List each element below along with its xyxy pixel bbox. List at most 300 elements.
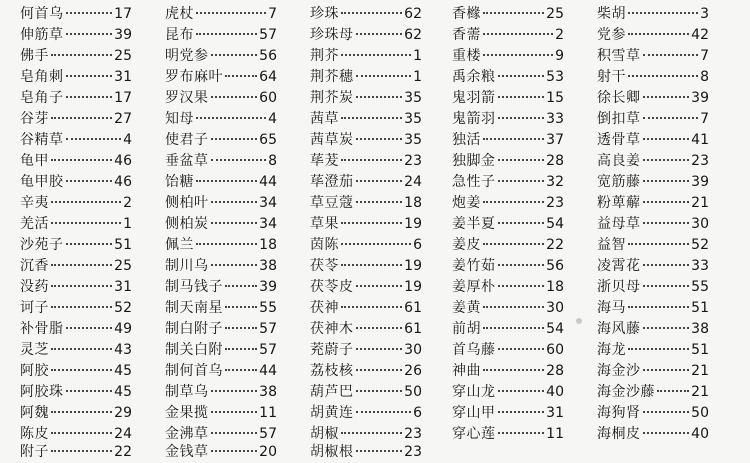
- entry-page: 28: [546, 153, 564, 169]
- entry-name: 胡黄连: [310, 405, 354, 421]
- index-entry: [310, 360, 422, 382]
- index-entry: [310, 297, 422, 319]
- index-entry: [20, 129, 132, 151]
- index-entry: [20, 171, 132, 193]
- entry-name: 伸筋草: [20, 27, 64, 43]
- entry-page: 45: [114, 384, 132, 400]
- entry-name: 浙贝母: [597, 279, 641, 295]
- entry-page: 17: [114, 6, 132, 22]
- dot-leader: [483, 327, 544, 329]
- dot-leader: [51, 117, 112, 119]
- entry-name: 透骨草: [597, 132, 641, 148]
- index-entry: [310, 45, 422, 67]
- entry-name: 附子: [20, 444, 49, 460]
- entry-name: 宽筋藤: [597, 174, 641, 190]
- entry-name: 制草乌: [165, 384, 209, 400]
- index-entry: [310, 87, 422, 109]
- index-entry: [20, 108, 132, 130]
- index-entry: [165, 213, 277, 235]
- entry-name: 羌活: [20, 216, 49, 232]
- dot-leader: [498, 432, 545, 434]
- dot-leader: [211, 411, 258, 413]
- entry-page: 18: [404, 195, 422, 211]
- dot-leader: [657, 390, 689, 392]
- dot-leader: [225, 348, 257, 350]
- dot-leader: [498, 159, 545, 161]
- entry-page: 7: [700, 111, 709, 127]
- entry-name: 姜半夏: [452, 216, 496, 232]
- dot-leader: [51, 285, 112, 287]
- entry-page: 57: [259, 342, 277, 358]
- entry-page: 24: [114, 426, 132, 442]
- index-entry: [597, 87, 709, 109]
- index-entry: [597, 360, 709, 382]
- dot-leader: [51, 348, 112, 350]
- index-entry: [452, 276, 564, 298]
- entry-name: 补骨脂: [20, 321, 64, 337]
- dot-leader: [356, 369, 403, 371]
- index-entry: [165, 45, 277, 67]
- entry-name: 珍珠母: [310, 27, 354, 43]
- entry-page: 1: [123, 216, 132, 232]
- dot-leader: [643, 369, 690, 371]
- entry-page: 3: [700, 6, 709, 22]
- index-entry: [597, 381, 709, 403]
- index-entry: [310, 276, 422, 298]
- index-entry: [452, 108, 564, 130]
- index-entry: [165, 108, 277, 130]
- dot-leader: [66, 33, 113, 35]
- entry-name: 荆芥穗: [310, 69, 354, 85]
- entry-name: 使君子: [165, 132, 209, 148]
- entry-name: 知母: [165, 111, 194, 127]
- entry-page: 18: [259, 237, 277, 253]
- entry-page: 34: [259, 216, 277, 232]
- entry-page: 23: [691, 153, 709, 169]
- dot-leader: [51, 432, 112, 434]
- entry-name: 虎杖: [165, 6, 194, 22]
- entry-page: 60: [546, 342, 564, 358]
- entry-page: 31: [114, 279, 132, 295]
- index-entry: [597, 129, 709, 151]
- index-entry: [165, 318, 277, 340]
- entry-name: 谷芽: [20, 111, 49, 127]
- entry-name: 鬼羽箭: [452, 90, 496, 106]
- entry-name: 佩兰: [165, 237, 194, 253]
- index-entry: [597, 150, 709, 172]
- dot-leader: [225, 75, 257, 77]
- entry-page: 8: [268, 153, 277, 169]
- dot-leader: [498, 180, 545, 182]
- entry-page: 26: [404, 363, 422, 379]
- index-entry: [597, 339, 709, 361]
- entry-page: 31: [546, 405, 564, 421]
- entry-name: 倒扣草: [597, 111, 641, 127]
- entry-name: 茯苓: [310, 258, 339, 274]
- dot-leader: [211, 96, 258, 98]
- dot-leader: [628, 33, 689, 35]
- dot-leader: [196, 12, 266, 14]
- dot-leader: [643, 285, 690, 287]
- entry-name: 罗汉果: [165, 90, 209, 106]
- entry-page: 65: [259, 132, 277, 148]
- entry-name: 徐长卿: [597, 90, 641, 106]
- entry-name: 海风藤: [597, 321, 641, 337]
- dot-leader: [51, 306, 112, 308]
- entry-name: 益母草: [597, 216, 641, 232]
- index-entry: [20, 339, 132, 361]
- dot-leader: [356, 348, 403, 350]
- index-entry: [310, 108, 422, 130]
- dot-leader: [341, 222, 402, 224]
- index-entry: [20, 360, 132, 382]
- dot-leader: [356, 201, 403, 203]
- entry-name: 海马: [597, 300, 626, 316]
- index-entry: [597, 108, 709, 130]
- index-entry: [452, 423, 564, 445]
- entry-page: 45: [114, 363, 132, 379]
- entry-name: 辛夷: [20, 195, 49, 211]
- index-entry: [165, 129, 277, 151]
- dot-leader: [211, 264, 258, 266]
- dot-leader: [356, 96, 403, 98]
- entry-page: 15: [546, 90, 564, 106]
- entry-name: 茯神木: [310, 321, 354, 337]
- dot-leader: [628, 348, 689, 350]
- dot-leader: [643, 264, 690, 266]
- dot-leader: [483, 33, 553, 35]
- entry-name: 荆芥: [310, 48, 339, 64]
- entry-name: 阿胶: [20, 363, 49, 379]
- dot-leader: [356, 390, 403, 392]
- entry-page: 11: [259, 405, 277, 421]
- dot-leader: [341, 243, 411, 245]
- dot-leader: [628, 12, 698, 14]
- dot-leader: [643, 222, 690, 224]
- entry-name: 金钱草: [165, 444, 209, 460]
- dot-leader: [498, 348, 545, 350]
- index-entry: [452, 150, 564, 172]
- entry-page: 57: [259, 321, 277, 337]
- entry-name: 制马钱子: [165, 279, 223, 295]
- dot-leader: [211, 138, 258, 140]
- index-entry: [452, 192, 564, 214]
- entry-name: 前胡: [452, 321, 481, 337]
- index-entry: [310, 381, 422, 403]
- entry-page: 56: [546, 258, 564, 274]
- dot-leader: [196, 117, 266, 119]
- dot-leader: [225, 369, 257, 371]
- dot-leader: [643, 117, 699, 119]
- dot-leader: [643, 432, 690, 434]
- dot-leader: [643, 201, 690, 203]
- entry-name: 制川乌: [165, 258, 209, 274]
- entry-name: 海狗肾: [597, 405, 641, 421]
- index-entry: [310, 213, 422, 235]
- index-entry: [597, 192, 709, 214]
- dot-leader: [643, 180, 690, 182]
- index-entry: [165, 276, 277, 298]
- entry-name: 粉萆薢: [597, 195, 641, 211]
- index-entry: [597, 171, 709, 193]
- entry-name: 佛手: [20, 48, 49, 64]
- dot-leader: [643, 159, 690, 161]
- entry-name: 沉香: [20, 258, 49, 274]
- entry-name: 茵陈: [310, 237, 339, 253]
- entry-name: 独脚金: [452, 153, 496, 169]
- entry-name: 胡椒根: [310, 444, 354, 460]
- entry-page: 21: [691, 384, 709, 400]
- entry-page: 30: [691, 216, 709, 232]
- index-entry: [20, 234, 132, 256]
- entry-page: 7: [700, 48, 709, 64]
- entry-page: 51: [691, 300, 709, 316]
- entry-name: 阿胶珠: [20, 384, 64, 400]
- entry-page: 57: [259, 27, 277, 43]
- index-entry: [310, 3, 422, 25]
- entry-page: 40: [546, 384, 564, 400]
- entry-page: 23: [404, 153, 422, 169]
- index-entry: [452, 3, 564, 25]
- index-entry: [310, 339, 422, 361]
- index-entry: [452, 381, 564, 403]
- dot-leader: [498, 411, 545, 413]
- entry-name: 穿心莲: [452, 426, 496, 442]
- dot-leader: [225, 306, 257, 308]
- dot-leader: [356, 450, 403, 452]
- entry-page: 25: [546, 6, 564, 22]
- index-entry: [165, 192, 277, 214]
- dot-leader: [341, 432, 402, 434]
- entry-page: 11: [546, 426, 564, 442]
- entry-page: 25: [114, 258, 132, 274]
- entry-name: 茜草: [310, 111, 339, 127]
- index-entry: [452, 297, 564, 319]
- index-entry: [310, 318, 422, 340]
- entry-page: 54: [546, 216, 564, 232]
- dot-leader: [51, 159, 112, 161]
- index-entry: [310, 24, 422, 46]
- entry-page: 44: [259, 363, 277, 379]
- dot-leader: [356, 411, 412, 413]
- index-entry: [20, 402, 132, 424]
- index-entry: [20, 255, 132, 277]
- dot-leader: [498, 390, 545, 392]
- entry-page: 29: [114, 405, 132, 421]
- entry-page: 54: [546, 321, 564, 337]
- entry-page: 51: [691, 342, 709, 358]
- entry-name: 茜草炭: [310, 132, 354, 148]
- index-entry: [597, 318, 709, 340]
- entry-page: 23: [404, 426, 422, 442]
- index-entry: [165, 234, 277, 256]
- index-entry: [597, 234, 709, 256]
- dot-leader: [483, 369, 544, 371]
- index-entry: [452, 360, 564, 382]
- dot-leader: [356, 180, 403, 182]
- entry-page: 57: [259, 426, 277, 442]
- dot-leader: [356, 75, 412, 77]
- index-entry: [597, 213, 709, 235]
- entry-page: 20: [259, 444, 277, 460]
- entry-page: 30: [404, 342, 422, 358]
- entry-name: 射干: [597, 69, 626, 85]
- entry-name: 姜黄: [452, 300, 481, 316]
- index-entry: [310, 402, 422, 424]
- entry-page: 2: [123, 195, 132, 211]
- entry-name: 没药: [20, 279, 49, 295]
- dot-leader: [628, 75, 698, 77]
- entry-page: 23: [404, 444, 422, 460]
- entry-page: 6: [413, 405, 422, 421]
- index-entry: [452, 402, 564, 424]
- entry-page: 25: [114, 48, 132, 64]
- dot-leader: [211, 222, 258, 224]
- entry-page: 56: [259, 48, 277, 64]
- dot-leader: [66, 75, 113, 77]
- index-entry: [597, 45, 709, 67]
- index-entry: [165, 360, 277, 382]
- index-entry: [452, 213, 564, 235]
- entry-name: 首乌藤: [452, 342, 496, 358]
- index-entry: [452, 318, 564, 340]
- entry-page: 37: [546, 132, 564, 148]
- entry-page: 50: [404, 384, 422, 400]
- entry-page: 9: [555, 48, 564, 64]
- dot-leader: [643, 96, 690, 98]
- dot-leader: [51, 450, 112, 452]
- index-entry: [165, 3, 277, 25]
- entry-page: 4: [123, 132, 132, 148]
- entry-page: 27: [114, 111, 132, 127]
- index-entry: [452, 45, 564, 67]
- index-entry: [452, 234, 564, 256]
- dot-leader: [483, 243, 544, 245]
- dot-leader: [211, 432, 258, 434]
- entry-page: 50: [691, 405, 709, 421]
- dot-leader: [225, 327, 257, 329]
- index-entry: [452, 24, 564, 46]
- index-entry: [452, 171, 564, 193]
- entry-page: 19: [404, 279, 422, 295]
- entry-page: 42: [691, 27, 709, 43]
- entry-name: 姜竹茹: [452, 258, 496, 274]
- index-entry: [452, 339, 564, 361]
- index-entry: [597, 423, 709, 445]
- index-entry: [597, 276, 709, 298]
- dot-leader: [643, 138, 690, 140]
- dot-leader: [196, 243, 257, 245]
- index-entry: [310, 192, 422, 214]
- entry-page: 52: [691, 237, 709, 253]
- dot-leader: [225, 285, 257, 287]
- index-entry: [20, 150, 132, 172]
- dot-leader: [51, 54, 112, 56]
- entry-name: 茯神: [310, 300, 339, 316]
- entry-page: 44: [259, 174, 277, 190]
- dot-leader: [643, 54, 699, 56]
- index-entry: [165, 297, 277, 319]
- entry-name: 龟甲胶: [20, 174, 64, 190]
- dot-leader: [341, 264, 402, 266]
- entry-page: 55: [259, 300, 277, 316]
- dot-leader: [483, 12, 544, 14]
- dot-leader: [51, 201, 121, 203]
- index-entry: [452, 129, 564, 151]
- index-entry: [310, 255, 422, 277]
- entry-name: 禹余粮: [452, 69, 496, 85]
- dot-leader: [356, 33, 403, 35]
- index-entry: [597, 402, 709, 424]
- entry-page: 19: [404, 216, 422, 232]
- dot-leader: [211, 159, 267, 161]
- entry-page: 62: [404, 6, 422, 22]
- entry-name: 神曲: [452, 363, 481, 379]
- dot-leader: [66, 327, 113, 329]
- entry-name: 鬼箭羽: [452, 111, 496, 127]
- entry-name: 草果: [310, 216, 339, 232]
- entry-name: 姜皮: [452, 237, 481, 253]
- dot-leader: [341, 117, 402, 119]
- index-entry: [310, 129, 422, 151]
- entry-name: 高良姜: [597, 153, 641, 169]
- index-entry: [20, 381, 132, 403]
- index-entry: [20, 441, 132, 460]
- entry-name: 荜澄茄: [310, 174, 354, 190]
- entry-name: 草豆蔻: [310, 195, 354, 211]
- entry-name: 谷精草: [20, 132, 64, 148]
- entry-page: 39: [114, 27, 132, 43]
- entry-page: 33: [691, 258, 709, 274]
- entry-page: 39: [691, 90, 709, 106]
- entry-name: 海金沙藤: [597, 384, 655, 400]
- entry-name: 炮姜: [452, 195, 481, 211]
- entry-name: 诃子: [20, 300, 49, 316]
- dot-leader: [341, 12, 402, 14]
- entry-name: 制关白附: [165, 342, 223, 358]
- index-entry: [165, 24, 277, 46]
- entry-name: 垂盆草: [165, 153, 209, 169]
- entry-name: 灵芝: [20, 342, 49, 358]
- entry-page: 46: [114, 174, 132, 190]
- entry-page: 1: [413, 69, 422, 85]
- entry-name: 金果揽: [165, 405, 209, 421]
- dot-leader: [341, 54, 411, 56]
- entry-page: 39: [691, 174, 709, 190]
- dot-leader: [51, 369, 112, 371]
- index-entry: [597, 255, 709, 277]
- entry-page: 61: [404, 300, 422, 316]
- entry-name: 制何首乌: [165, 363, 223, 379]
- entry-page: 55: [691, 279, 709, 295]
- index-entry: [165, 402, 277, 424]
- dot-leader: [341, 306, 402, 308]
- entry-page: 31: [114, 69, 132, 85]
- index-entry: [452, 66, 564, 88]
- entry-name: 金沸草: [165, 426, 209, 442]
- entry-page: 1: [413, 48, 422, 64]
- paper-speck: [576, 318, 582, 324]
- dot-leader: [498, 117, 545, 119]
- dot-leader: [66, 138, 122, 140]
- entry-name: 荆芥炭: [310, 90, 354, 106]
- entry-name: 阿魏: [20, 405, 49, 421]
- entry-page: 35: [404, 111, 422, 127]
- entry-page: 23: [546, 195, 564, 211]
- dot-leader: [483, 54, 553, 56]
- entry-name: 皂角刺: [20, 69, 64, 85]
- entry-page: 60: [259, 90, 277, 106]
